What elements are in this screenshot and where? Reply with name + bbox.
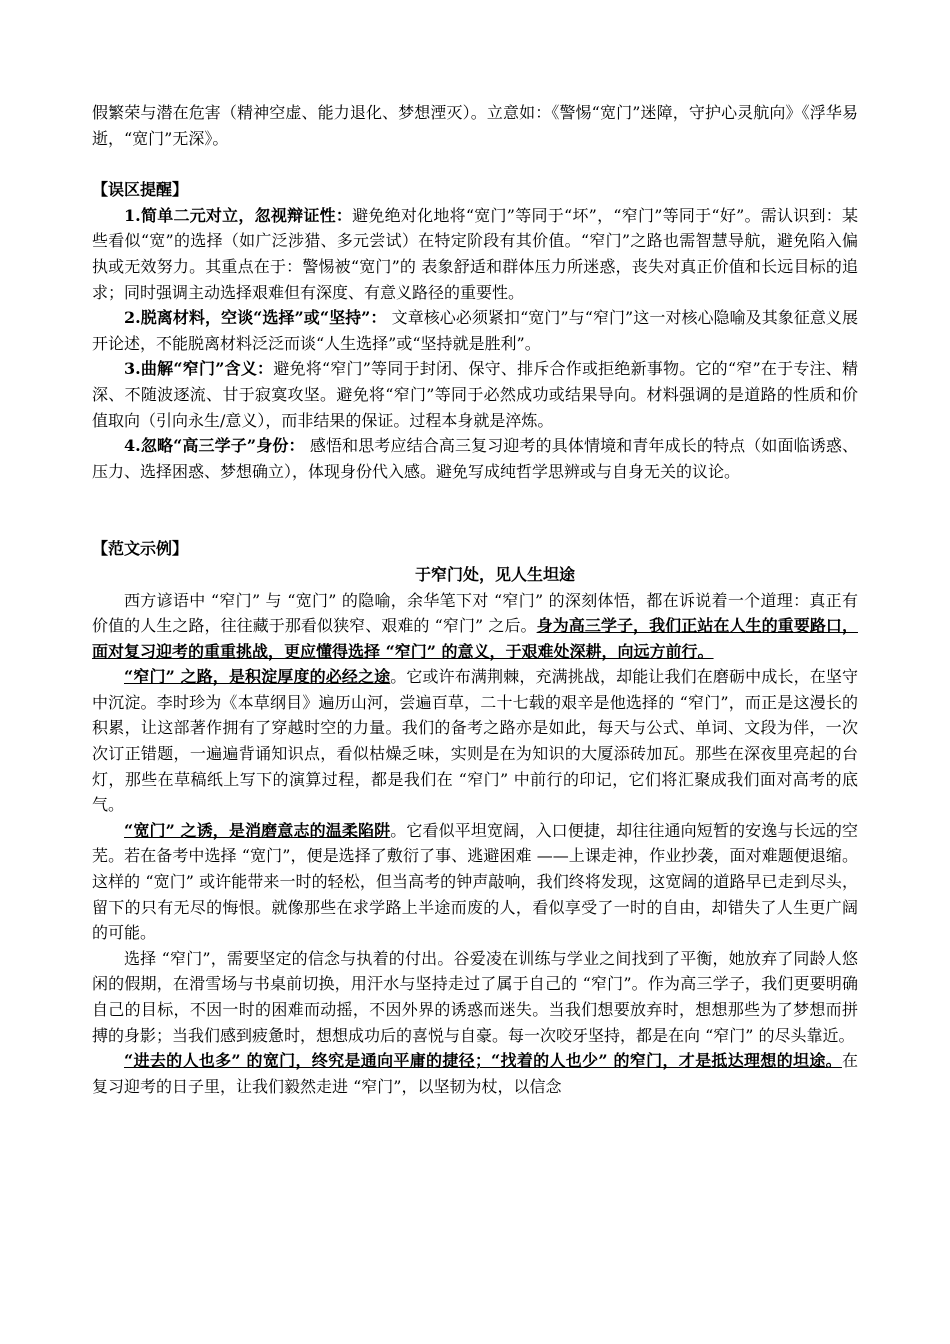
essay-paragraph-1 (92, 588, 858, 665)
pitfall-item-3 (92, 356, 858, 433)
pitfall-item-4-title: 4.忽略“高三学子”身份： (124, 436, 305, 456)
essay-p5-lead: “进去的人也多” 的宽门，终究是通向平庸的捷径；“找着的人也少” 的窄门，才是抵达理想的坦途。 (124, 1051, 842, 1071)
essay-paragraph-5 (92, 1048, 858, 1099)
pitfall-item-3-body: 避免将“窄门”等同于封闭、保守、排斥合作或拒绝新事物。它的“窄”在于专注、精深、不随波逐流、甘于寂寞攻坚。避免将“窄门”等同于必然成功或结果导向。材料强调的是道路的性质和价值取向（引向永生/意义），而非结果的保证。过程本身就是淬炼。 (92, 359, 858, 430)
essay-heading: 【范文示例】 (92, 539, 189, 559)
pitfall-item-1-body: 避免绝对化地将“宽门”等同于“坏”，“窄门”等同于“好”。需认识到：某些看似“宽”的选择（如广泛涉猎、多元尝试）在特定阶段有其价值。“窄门”之路也需智慧导航，避免陷入偏执或无效努力。其重点在于：警惕被“宽门”的 表象舒适和群体压力所迷惑，丧失对真正价值和长远目标的追求；同时强调主动选择艰难但有深度、有意义路径的重要性。 (92, 205, 858, 302)
document-page (92, 100, 858, 1099)
pitfall-item-4-body: 感悟和思考应结合高三复习迎考的具体情境和青年成长的特点（如面临诱惑、压力、选择困惑、梦想确立），体现身份代入感。避免写成纯哲学思辨或与自身无关的议论。 (92, 436, 858, 481)
pitfall-item-2-title: 2.脱离材料，空谈“选择”或“坚持”： (124, 308, 387, 328)
pitfall-item-2-body: 文章核心必须紧扣“宽门”与“窄门”这一对核心隐喻及其象征意义展开论述，不能脱离材料泛泛而谈“人生选择”或“坚持就是胜利”。 (92, 308, 858, 353)
intro-paragraph: 假繁荣与潜在危害（精神空虚、能力退化、梦想湮灭）。立意如：《警惕“宽门”迷障，守护心灵航向》《浮华易逝，“宽门”无深》。 (92, 103, 858, 148)
essay-paragraph-3 (92, 818, 858, 946)
pitfall-item-1-title: 1.简单二元对立，忽视辩证性： (124, 205, 353, 225)
pitfall-item-3-title: 3.曲解“窄门”含义： (124, 359, 274, 379)
pitfall-item-2 (92, 305, 858, 356)
pitfall-item-4 (92, 433, 858, 484)
essay-title: 于窄门处，见人生坦途 (414, 564, 575, 584)
pitfall-item-1 (92, 203, 858, 305)
essay-paragraph-4: 选择 “窄门”，需要坚定的信念与执着的付出。谷爱凌在训练与学业之间找到了平衡，她放弃了同龄人悠闲的假期，在滑雪场与书桌前切换，用汗水与坚持走过了属于自己的 “窄门”。作为高三学子，我们更要明确自己的目标，不因一时的困难而动摇，不因外界的诱惑而迷失。当我们想要放弃时，想想那些为了梦想而拼搏的身影；当我们感到疲惫时，想想成功后的喜悦与自豪。每一次咬牙坚持，都是在向 “窄门” 的尽头靠近。 (92, 948, 858, 1045)
pitfalls-heading: 【误区提醒】 (92, 180, 189, 200)
essay-p2-text: 。它或许布满荆棘，充满挑战，却能让我们在磨砺中成长，在坚守中沉淀。李时珍为《本草纲目》遍历山河，尝遍百草，二十七载的艰辛是他选择的 “窄门”，而正是这漫长的积累，让这部著作拥有了穿越时空的力量。我们的备考之路亦是如此，每天与公式、单词、文段为伴，一次次订正错题，一遍遍背诵知识点，看似枯燥乏味，实则是在为知识的大厦添砖加瓦。那些在深夜里亮起的台灯，那些在草稿纸上写下的演算过程，都是我们在 “窄门” 中前行的印记，它们将汇聚成我们面对高考的底气。 (92, 667, 858, 815)
essay-p2-lead: “窄门” 之路，是积淀厚度的必经之途 (124, 667, 391, 687)
essay-p3-text: 。它看似平坦宽阔，入口便捷，却往往通向短暂的安逸与长远的空芜。若在备考中选择 “宽门”，便是选择了敷衍了事、逃避困难 ——上课走神，作业抄袭，面对难题便退缩。这样的 “宽门” 或许能带来一时的轻松，但当高考的钟声敲响，我们终将发现，这宽阔的道路早已走到尽头，留下的只有无尽的悔恨。就像那些在求学路上半途而废的人，看似享受了一时的自由，却错失了人生更广阔的可能。 (92, 820, 858, 943)
essay-p1-thesis: 身为高三学子，我们正站在人生的重要路口，面对复习迎考的重重挑战，更应懂得选择 “窄门” 的意义，于艰难处深耕，向远方前行。 (92, 616, 858, 661)
essay-p5-text: 在复习迎考的日子里，让我们毅然走进 “窄门”，以坚韧为杖，以信念 (92, 1051, 858, 1096)
essay-p1-text: 西方谚语中 “窄门” 与 “宽门” 的隐喻，余华笔下对 “窄门” 的深刻体悟，都在诉说着一个道理：真正有价值的人生之路，往往藏于那看似狭窄、艰难的 “窄门” 之后。 (92, 590, 858, 636)
essay-paragraph-2 (92, 664, 858, 818)
essay-p3-lead: “宽门” 之诱，是消磨意志的温柔陷阱 (124, 820, 391, 840)
